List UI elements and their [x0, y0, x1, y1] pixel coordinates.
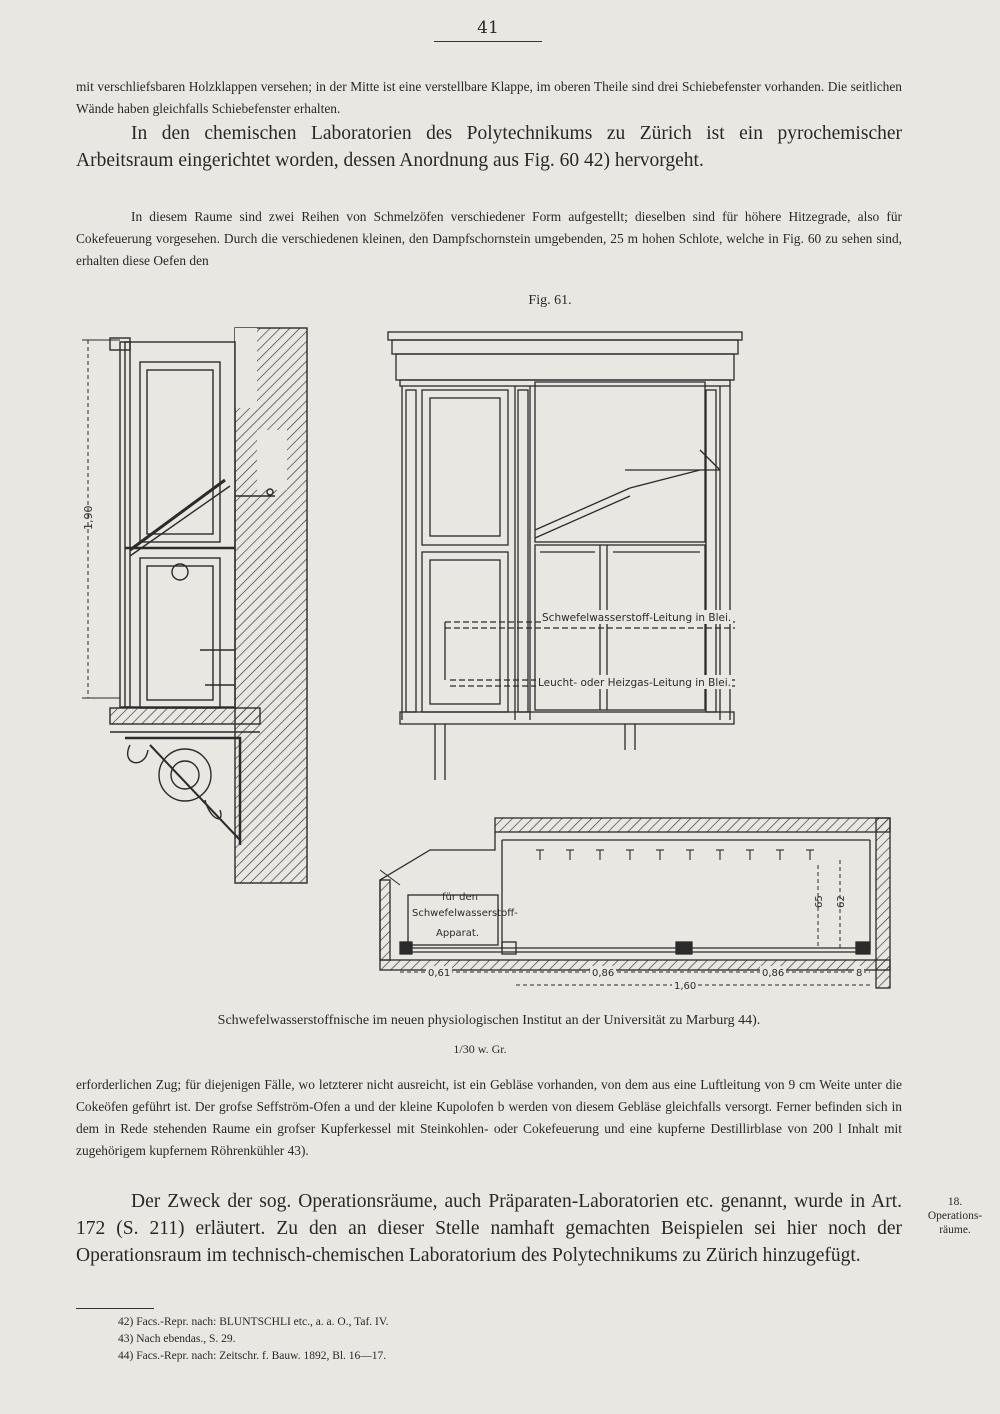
- dim-065: 65: [814, 895, 825, 908]
- elevation-view: [388, 332, 742, 780]
- footnote-43: 43) Nach ebendas., S. 29.: [118, 1333, 236, 1345]
- operations-paragraph: [76, 1188, 902, 1269]
- dim-061: 0,61: [428, 968, 451, 979]
- dim-086b: 0,86: [762, 968, 785, 979]
- footnote-44: 44) Facs.-Repr. nach: Zeitschr. f. Bauw. 1892, Bl. 16—17.: [118, 1350, 387, 1362]
- intro-text: mit verschliefsbaren Holzklappen versehen; in der Mitte ist eine verstellbare Klappe, im oberen Theile sind drei Schiebefenster vorhanden. Die seitlichen Wände haben gleichfalls Schiebefenster erhalten.: [76, 79, 902, 116]
- label-apparat-3: Apparat.: [436, 928, 480, 939]
- dim-height: 1,90: [82, 505, 95, 530]
- margin-note-number: 18.: [947, 1196, 963, 1208]
- margin-note-line1: Operations-: [927, 1210, 983, 1222]
- operations-text: Der Zweck der sog. Operationsräume, auch Präparaten-Laboratorien etc. genannt, wurde in Art. 172 (S. 211) erläutert. Zu den an dieser Stelle namhaft gemachten Beispielen sei hier noch der Operationsraum im technisch-chemischen Laboratorium des Polytechnikums zu Zürich hinzugefügt.: [76, 1191, 902, 1266]
- oefen-text: In diesem Raume sind zwei Reihen von Schmelzöfen verschiedener Form aufgestellt; dieselben sind für höhere Hitzegrade, also für Cokefeuerung vorgesehen. Durch die verschiedenen kleinen, den Dampfschornstein umgebenden, 25 m hohen Schlote, welche in Fig. 60 zu sehen sind, erhalten diese Oefen den: [76, 209, 902, 268]
- margin-note-line2: räume.: [939, 1224, 971, 1236]
- dim-08: 8: [856, 968, 863, 979]
- footnote-42: 42) Facs.-Repr. nach: BLUNTSCHLI etc., a. a. O., Taf. IV.: [118, 1316, 389, 1328]
- section-view: [82, 328, 307, 883]
- label-gas-line: Leucht- oder Heizgas-Leitung in Blei.: [538, 677, 732, 689]
- label-h2s-line: Schwefelwasserstoff-Leitung in Blei.: [542, 612, 732, 624]
- wall-hatching: [235, 328, 307, 883]
- zurich-text: In den chemischen Laboratorien des Polytechnikums zu Zürich ist ein pyrochemischer Arbeitsraum eingerichtet worden, dessen Anordnung aus Fig. 60 42) hervorgeht.: [76, 123, 902, 171]
- page-number: 41: [434, 18, 542, 42]
- zug-text: erforderlichen Zug; für diejenigen Fälle, wo letzterer nicht ausreicht, ist ein Gebläse vorhanden, von dem aus eine Luftleitung von 9 cm Weite unter die Cokeöfen geführt ist. Der grofse Seffström-Ofen a und der kleine Kupolofen b werden von diesem Gebläse gleichfalls versorgt. Ferner befinden sich in dem in Rede stehenden Raume ein grofser Kupferkessel mit Steinkohlen- oder Cokefeuerung und eine kupferne Destillirblase von 200 l Inhalt mit zugehörigem kupfernem Röhrenkühler 43).: [76, 1077, 902, 1158]
- zug-paragraph: [76, 1074, 902, 1162]
- figure-scale: 1/30 w. Gr.: [453, 1042, 507, 1056]
- intro-paragraph: [76, 76, 902, 120]
- margin-note: [914, 1195, 996, 1237]
- footnote-rule: [76, 1308, 154, 1309]
- footnotes: [118, 1314, 818, 1365]
- figure-drawing: [70, 320, 900, 1000]
- figure-caption: Schwefelwasserstoffnische im neuen physiologischen Institut an der Universität zu Marburg 44).: [217, 1013, 761, 1028]
- oefen-paragraph: [76, 206, 902, 272]
- label-apparat-1: für den: [442, 892, 478, 903]
- dim-086a: 0,86: [592, 968, 615, 979]
- label-apparat-2: Schwefelwasserstoff-: [412, 908, 518, 919]
- dim-160: 1,60: [674, 981, 697, 992]
- figure-label: Fig. 61.: [528, 293, 572, 308]
- zurich-paragraph: [76, 120, 902, 174]
- dim-062: 62: [836, 895, 847, 908]
